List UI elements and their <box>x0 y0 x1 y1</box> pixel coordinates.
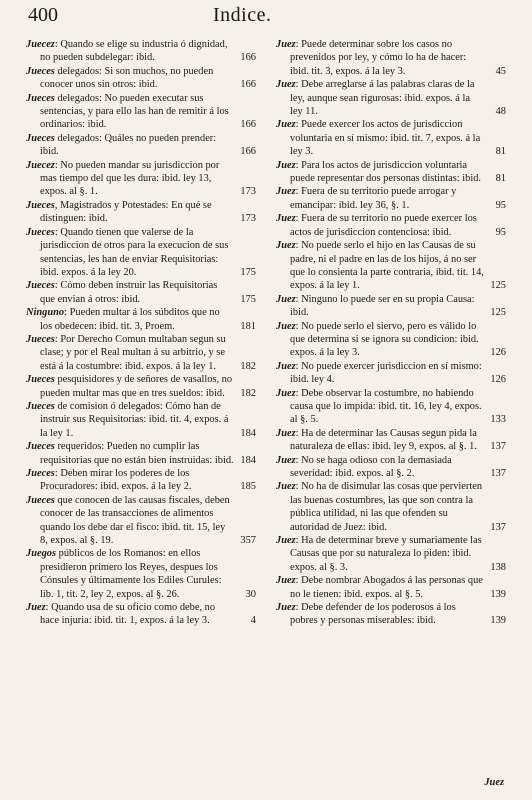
entry-page-ref: 137 <box>490 468 506 479</box>
entry-page-ref: 181 <box>240 320 256 332</box>
entry-page-ref: 126 <box>490 347 506 359</box>
entry-heading: Juez <box>276 387 296 399</box>
entry-page-ref: 95 <box>495 226 506 238</box>
entry-text: que conocen de las causas fiscales, deben conocer de las transacciones de alimentos quando los debe dar el fisco: ibid. tit. 15, ley 8, expos. al §. 19. <box>40 494 230 547</box>
page-number: 400 <box>28 4 58 26</box>
entry-heading: Juez <box>276 320 296 332</box>
entry-heading: Juez <box>276 293 296 305</box>
entry-heading: Juez <box>26 602 46 614</box>
entry-text: : Ha de determinar las Causas segun pida la naturaleza de ellas: ibid. ley 9, expos. al §. 1. <box>290 427 477 453</box>
index-entry <box>26 601 256 628</box>
entry-page-ref: 182 <box>240 387 256 399</box>
entry-text: : Cómo deben instruir las Requisitorias que envian á otros: ibid. <box>40 280 218 305</box>
entry-text: requeridos: Pueden no cumplir las requisitorias que no están bien instruidas: ibid. <box>40 441 234 466</box>
entry-text: : Debe defender de los poderosos á los pobres y personas miserables: ibid. <box>290 602 456 627</box>
entry-text: pesquisidores y de señores de vasallos, no pueden multar mas que en tres sueldos: ibid. <box>40 374 233 399</box>
index-entry <box>276 159 506 186</box>
entry-page-ref: 125 <box>490 280 506 292</box>
index-entry <box>276 534 506 574</box>
entry-heading: Juez <box>276 535 296 547</box>
entry-heading: Jueces <box>26 494 55 506</box>
index-entry <box>276 387 506 427</box>
entry-heading: Jueces <box>26 132 55 144</box>
entry-text: : Debe observar la costumbre, no habiendo causa que lo impida: ibid. tit. 16, ley 4, expos. al §. 5. <box>290 387 482 426</box>
entry-text: delegados: No pueden executar sus sentencias, y para ello las han de remitir á los ordinarios: ibid. <box>40 92 229 131</box>
entry-heading: Juez <box>276 79 296 91</box>
entry-page-ref: 166 <box>240 119 256 131</box>
entry-heading: Juez <box>276 454 296 466</box>
left-column <box>26 38 256 628</box>
index-entry <box>26 547 256 601</box>
right-column <box>276 38 506 628</box>
entry-text: : Por Derecho Comun multaban segun su clase; y por el Real multan á su arbitrio, y se está á la costumbre: ibid. expos. á la ley 1. <box>40 333 226 372</box>
index-entry <box>276 574 506 601</box>
index-entry <box>26 467 256 494</box>
catchword: Juez <box>484 777 504 788</box>
entry-page-ref: 173 <box>240 186 256 198</box>
index-entry <box>276 601 506 628</box>
entry-text: : Debe arreglarse á las palabras claras de la ley, aunque sean rigurosas: ibid. expos. á la ley 11. <box>290 79 475 118</box>
entry-heading: Juez <box>276 119 296 131</box>
entry-text: : Debe nombrar Abogados á las personas que no le tienen: ibid. expos. al §. 5. <box>290 575 483 600</box>
index-entry <box>276 78 506 118</box>
index-entry <box>26 494 256 548</box>
entry-page-ref: 126 <box>490 374 506 386</box>
entry-heading: Jueces <box>26 65 55 77</box>
entry-text: : No ha de disimular las cosas que pervierten las buenas costumbres, las que son contra la pública utilidad, ni las que ofenden su autoridad de Juez: ibid. <box>290 481 483 533</box>
entry-text: : Quando usa de su oficio como debe, no hace injuria: ibid. tit. 1, expos. á la ley 3. <box>40 602 216 627</box>
entry-text: de comision ó delegados: Cómo han de instruir sus Requisitorias: ibid. tit. 4, expos. á la ley 1. <box>40 400 229 439</box>
entry-page-ref: 139 <box>490 588 506 600</box>
entry-heading: Ninguno <box>26 307 65 319</box>
entry-text: : Fuera de su territorio puede arrogar y emancipar: ibid. ley 36, §. 1. <box>290 186 457 211</box>
entry-page-ref: 184 <box>240 427 256 439</box>
entry-heading: Jueces <box>26 226 55 238</box>
entry-text: , Magistrados y Potestades: En qué se distinguen: ibid. <box>40 199 212 225</box>
entry-heading: Juez <box>276 186 296 198</box>
index-entry <box>26 65 256 92</box>
entry-page-ref: 184 <box>240 454 256 466</box>
index-entry <box>276 360 506 387</box>
entry-heading: Jueces <box>26 333 55 345</box>
entry-text: : Pueden multar á los súbditos que no los obedecen: ibid. tit. 3, Proem. <box>40 307 220 332</box>
entry-page-ref: 137 <box>490 441 506 453</box>
index-entry <box>26 159 256 199</box>
entry-heading: Juez <box>276 602 296 614</box>
entry-heading: Juez <box>276 39 296 50</box>
index-entry <box>276 320 506 360</box>
entry-page-ref: 95 <box>495 199 506 211</box>
entry-page-ref: 166 <box>240 52 256 64</box>
entry-text: : Quando se elige su industria ó dignidad, no pueden subdelegar: ibid. <box>40 39 228 64</box>
entry-heading: Jueces <box>26 199 55 211</box>
entry-page-ref: 81 <box>495 173 506 185</box>
entry-heading: Jueces <box>26 374 55 386</box>
entry-page-ref: 175 <box>240 266 256 278</box>
entry-heading: Juez <box>276 481 296 493</box>
entry-page-ref: 48 <box>495 106 506 118</box>
index-entry <box>26 226 256 280</box>
index-entry <box>276 118 506 158</box>
entry-page-ref: 166 <box>240 79 256 91</box>
entry-heading: Juecez <box>26 39 55 50</box>
index-entry <box>276 212 506 239</box>
entry-text: : Ha de determinar breve y sumariamente las Causas que por su naturaleza lo piden: ibid. expos. al §. 3. <box>290 535 482 573</box>
entry-heading: Juez <box>276 360 296 372</box>
entry-heading: Juez <box>276 240 296 252</box>
entry-heading: Jueces <box>26 400 55 412</box>
entry-heading: Jueces <box>26 468 55 479</box>
index-entry <box>276 185 506 212</box>
index-entry <box>26 400 256 440</box>
entry-page-ref: 357 <box>240 535 256 547</box>
entry-text: delegados: Quáles no pueden prender: ibid. <box>40 132 217 158</box>
entry-page-ref: 166 <box>240 146 256 158</box>
entry-heading: Juegos <box>26 548 57 560</box>
entry-text: : No puede serlo el hijo en las Causas de su padre, ni el padre en las de los hijos, á no ser que lo consienta la parte contraria, ibid. tit. 14, expos. á la ley 1. <box>290 240 484 292</box>
index-entry <box>26 306 256 333</box>
index-entry <box>26 38 256 65</box>
entry-heading: Juez <box>276 427 296 439</box>
entry-page-ref: 133 <box>490 414 506 426</box>
entry-text: : No puede exercer jurisdiccion en sí mismo: ibid. ley 4. <box>290 360 482 386</box>
index-entry <box>26 333 256 373</box>
index-entry <box>26 92 256 132</box>
entry-heading: Jueces <box>26 92 55 104</box>
entry-page-ref: 173 <box>240 213 256 225</box>
entry-text: : Quando tienen que valerse de la jurisdiccion de otros para la execucion de sus sentencias, les han de enviar Requisitorias: ibid. expos. á la ley 20. <box>40 226 229 278</box>
index-entry <box>276 480 506 534</box>
index-entry <box>26 132 256 159</box>
entry-heading: Juez <box>276 159 296 171</box>
entry-text: : Puede determinar sobre los casos no prevenidos por ley, y cómo lo ha de hacer: ibid. tit. 3, expos. á la ley 3. <box>290 39 467 77</box>
index-entry <box>26 279 256 306</box>
entry-page-ref: 175 <box>240 293 256 305</box>
index-entry <box>26 199 256 226</box>
page-header <box>28 4 502 30</box>
entry-text: públicos de los Romanos: en ellos presidieron primero los Reyes, despues los Cónsules y últimamente los Ediles Curules: lib. 1, tit. 2, ley 2, expos. al §. 26. <box>40 548 222 600</box>
entry-text: : Deben mirar los poderes de los Procuradores: ibid. expos. á la ley 2. <box>40 468 192 493</box>
entry-page-ref: 4 <box>250 615 256 627</box>
entry-text: : Para los actos de jurisdiccion voluntaria puede representar dos personas distintas: ibid. <box>290 159 482 185</box>
entry-text: : No puede serlo el siervo, pero es válido lo que determina si se ignora su condicion: ibid. expos. á la ley 3. <box>290 320 479 359</box>
index-entry <box>276 427 506 454</box>
entry-page-ref: 139 <box>490 615 506 627</box>
entry-page-ref: 81 <box>495 146 506 158</box>
index-entry <box>26 373 256 400</box>
index-entry <box>276 454 506 481</box>
entry-text: : Ninguno lo puede ser en su propia Causa: ibid. <box>290 293 475 319</box>
entry-heading: Jueces <box>26 280 55 292</box>
entry-heading: Juez <box>276 575 296 587</box>
entry-text: : No se haga odioso con la demasiada severidad: ibid. expos. al §. 2. <box>290 454 452 479</box>
index-entry <box>26 440 256 467</box>
entry-page-ref: 45 <box>495 65 506 77</box>
entry-heading: Jueces <box>26 441 55 453</box>
entry-page-ref: 138 <box>490 561 506 573</box>
entry-text: : Puede exercer los actos de jurisdiccion voluntaria en sí mismo: ibid. tit. 7, expos. á la ley 3. <box>290 119 481 158</box>
entry-page-ref: 182 <box>240 360 256 372</box>
entry-heading: Juecez <box>26 159 55 171</box>
entry-heading: Juez <box>276 213 296 225</box>
entry-page-ref: 125 <box>490 307 506 319</box>
entry-text: : Fuera de su territorio no puede exercer los actos de jurisdiccion contenciosa: ibid. <box>290 213 477 238</box>
index-entry <box>276 293 506 320</box>
entry-text: delegados: Si son muchos, no pueden conocer unos sin otros: ibid. <box>40 65 214 91</box>
entry-page-ref: 137 <box>490 521 506 533</box>
entry-page-ref: 30 <box>245 588 256 600</box>
index-entry <box>276 38 506 78</box>
index-entry <box>276 239 506 293</box>
entry-page-ref: 185 <box>240 481 256 493</box>
entry-text: : No pueden mandar su jurisdiccion por mas tiempo del que les dura: ibid. ley 13, expos. al §. 1. <box>40 159 220 198</box>
page-title: Indice. <box>213 4 272 26</box>
